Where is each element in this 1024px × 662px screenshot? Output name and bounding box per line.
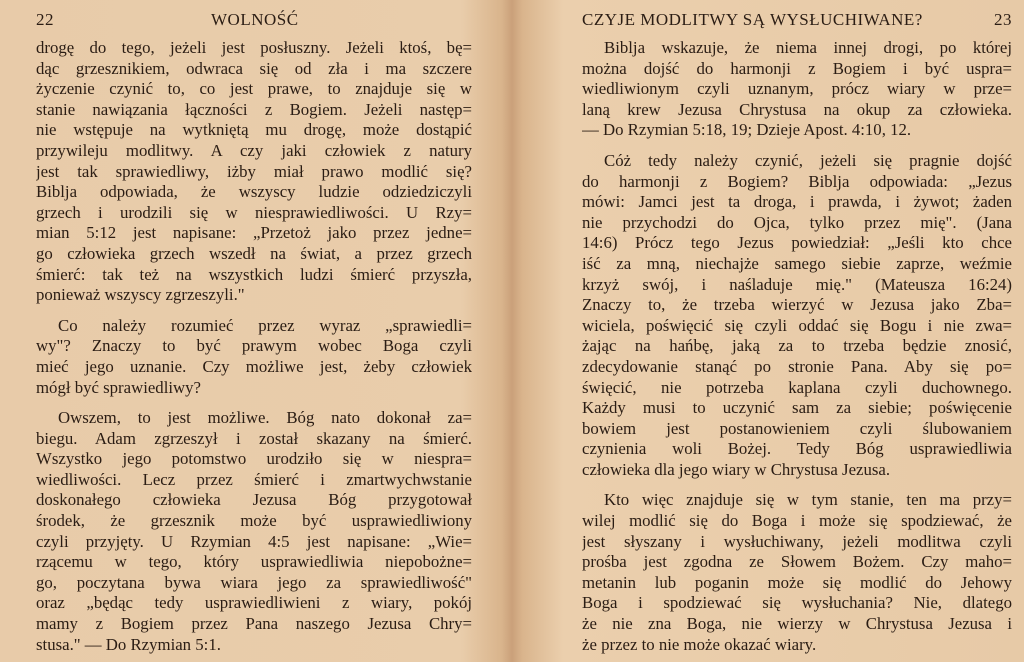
text-line: metanin lub poganin może się modlić do Jehowy	[582, 572, 1012, 592]
text-line: przywileju modlitwy. A czy jaki człowiek z natury	[36, 140, 472, 160]
right-page-header	[582, 4, 1012, 38]
text-line: człowieka dla jego wiary w Chrystusa Jezusa.	[582, 459, 891, 479]
page-number: 23	[994, 10, 1012, 29]
text-line: Wszystko jego potomstwo urodziło się w niespra=	[36, 449, 472, 469]
text-line: bowiem jest postanowieniem czyli ślubowaniem	[582, 418, 1012, 438]
text-line: Co należy rozumieć przez wyraz „sprawiedli=	[58, 315, 472, 335]
text-line: Cóż tedy należy czynić, jeżeli się pragnie dojść	[604, 150, 1012, 170]
paragraph	[36, 408, 472, 655]
text-line: życzenie czynić to, co jest prawe, to znajduje się w	[36, 79, 472, 99]
text-line: wy"? Znaczy to być prawym wobec Boga czyli	[36, 336, 472, 356]
text-line: 14:6) Prócz tego Jezus powiedział: „Jeśli kto chce	[582, 233, 1012, 253]
text-line: stusa." — Do Rzymian 5:1.	[36, 634, 221, 654]
text-line: święcić, nie potrzeba kaplana czyli duchownego.	[582, 377, 1012, 397]
text-line: zdecydowanie stanąć po stronie Pana. Aby się po=	[582, 356, 1012, 376]
text-line: żając na hańbę, jaką za to trzeba będzie znosić,	[582, 336, 1012, 356]
text-line: go, poczytana bywa wiara jego za sprawiedliwość"	[36, 572, 472, 592]
text-line: mówi: Jamci jest ta droga, i prawda, i żywot; żaden	[582, 192, 1012, 212]
text-line: ponieważ wszyscy zgrzeszyli."	[36, 285, 245, 305]
text-line: go człowieka grzech wszedł na świat, a przez grzech	[36, 243, 472, 263]
text-line: jest słyszany i wysłuchiwany, jeżeli modlitwa czyli	[582, 531, 1012, 551]
text-line: wiciela, poświęcić się czyli oddać się Bogu i nie zwa=	[582, 315, 1012, 335]
text-line: krzyż swój, i naśladuje mię." (Mateusza 16:24)	[582, 274, 1012, 294]
text-line: rzącemu w tego, który usprawiedliwia niepobożne=	[36, 552, 472, 572]
text-line: Biblja odpowiada, że wszyscy ludzie odziedziczyli	[36, 182, 472, 202]
text-line: iść za mną, niechajże samego siebie zaprze, weźmie	[582, 253, 1012, 273]
paragraph	[582, 38, 1012, 141]
text-line: Każdy musi to uczynić sam za siebie; poświęcenie	[582, 398, 1012, 418]
text-line: mamy z Bogiem przez Pana naszego Jezusa Chry=	[36, 614, 472, 634]
text-line: nie przychodzi do Ojca, tylko przez mię". (Jana	[582, 212, 1012, 232]
text-line: mian 5:12 jest napisane: „Przetoż jako przez jedne=	[36, 223, 472, 243]
text-line: stanie nawiązania łączności z Bogiem. Jeżeli następ=	[36, 99, 472, 119]
page-number: 22	[36, 10, 54, 29]
text-line: wiedliwości. Lecz przez śmierć i zmartwychwstanie	[36, 469, 472, 489]
text-line: że przez to nie może okazać wiary.	[582, 634, 817, 654]
text-line: Kto więc znajduje się w tym stanie, ten ma przy=	[604, 490, 1012, 510]
text-line: jest tak sprawiedliwy, iżby miał prawo modlić się?	[36, 161, 472, 181]
right-page	[512, 0, 1024, 662]
text-line: można dojść do harmonji z Bogiem i być uspra=	[582, 58, 1012, 78]
text-line: laną krew Jezusa Chrystusa na okup za człowieka.	[582, 99, 1012, 119]
text-line: prośba jest zgodna ze Słowem Bożem. Czy maho=	[582, 552, 1012, 572]
left-page-body	[36, 38, 472, 655]
text-line: Znaczy to, że trzeba wierzyć w Jezusa jako Zba=	[582, 295, 1012, 315]
text-line: czynienia woli Bożej. Tedy Bóg usprawiedliwia	[582, 439, 1012, 459]
text-line: wilej modlić się do Boga i może się spodziewać, że	[582, 511, 1012, 531]
text-line: biegu. Adam zgrzeszył i został skazany na śmierć.	[36, 428, 472, 448]
text-line: Owszem, to jest możliwe. Bóg nato dokonał za=	[58, 408, 472, 428]
text-line: grzech i urodzili się w niesprawiedliwości. U Rzy=	[36, 202, 472, 222]
text-line: drogę do tego, jeżeli jest posłuszny. Jeżeli ktoś, bę=	[36, 38, 472, 57]
text-line: że nie zna Boga, nie wierzy w Chrystusa Jezusa i	[582, 614, 1012, 634]
text-line: Biblja wskazuje, że niema innej drogi, po której	[604, 38, 1012, 57]
right-page-body	[582, 38, 1012, 655]
text-line: doskonałego człowieka Jezusa Bóg przygotował	[36, 490, 472, 510]
text-line: mieć jego uznanie. Czy możliwe jest, żeby człowiek	[36, 356, 472, 376]
running-head: CZYJE MODLITWY SĄ WYSŁUCHIWANE?	[582, 10, 923, 29]
paragraph	[582, 151, 1012, 481]
text-line: dąc grzesznikiem, odwraca się od zła i ma szczere	[36, 58, 472, 78]
paragraph	[582, 490, 1012, 655]
text-line: czyli przyjęty. U Rzymian 4:5 jest napisane: „Wie=	[36, 531, 472, 551]
text-line: oraz „będąc tedy usprawiedliwieni z wiary, pokój	[36, 593, 472, 613]
text-line: nie wstępuje na wytkniętą mu drogę, może dostąpić	[36, 120, 472, 140]
left-page-header	[36, 4, 472, 38]
text-line: śmierć: tak też na wszystkich ludzi śmierć przyszła,	[36, 264, 472, 284]
text-line: mógł być sprawiedliwy?	[36, 377, 201, 397]
text-line: — Do Rzymian 5:18, 19; Dzieje Apost. 4:10, 12.	[582, 120, 912, 140]
text-line: do harmonji z Bogiem? Biblja odpowiada: „Jezus	[582, 171, 1012, 191]
paragraph	[36, 38, 472, 306]
text-line: środek, że grzesznik może być usprawiedliwiony	[36, 511, 472, 531]
running-head: WOLNOŚĆ	[211, 10, 299, 29]
text-line: wiedliwionym czyli uznanym, prócz wiary w prze=	[582, 79, 1012, 99]
paragraph	[36, 316, 472, 398]
text-line: Boga i spodziewać się wysłuchania? Nie, dlatego	[582, 593, 1012, 613]
